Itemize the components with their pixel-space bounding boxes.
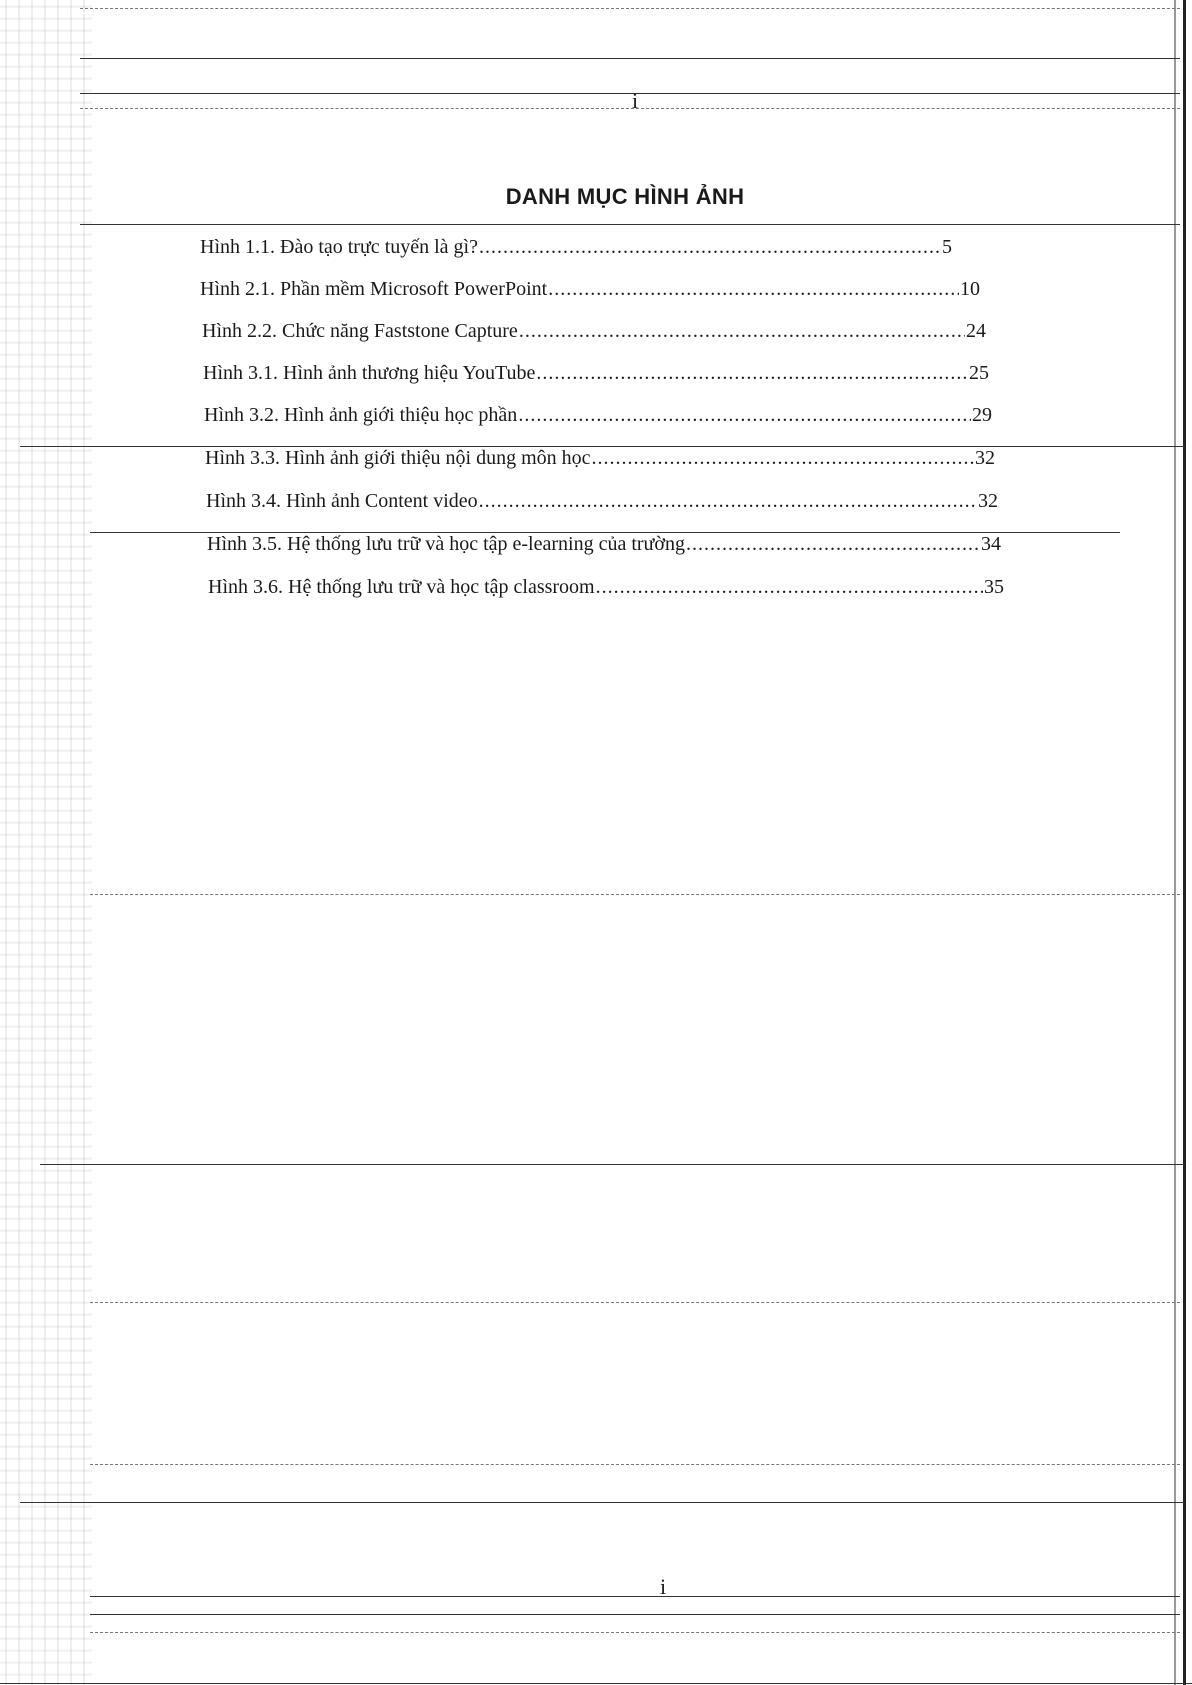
figure-label: Hình 3.3. Hình ảnh giới thiệu nội dung môn học	[205, 447, 591, 469]
figure-label: Hình 3.2. Hình ảnh giới thiệu học phần	[204, 404, 518, 426]
page-marker-bottom: i	[660, 1574, 667, 1599]
scan-line	[90, 1302, 1180, 1303]
leader-dots	[548, 278, 959, 301]
scan-line	[80, 8, 1180, 9]
scan-line	[80, 224, 1180, 225]
figure-entry[interactable]	[208, 576, 1004, 599]
figure-page: 32	[978, 490, 998, 512]
figure-entry[interactable]	[200, 236, 952, 259]
scan-edge-left	[0, 0, 92, 1685]
figure-label: Hình 2.2. Chức năng Faststone Capture	[202, 320, 518, 342]
figure-entry[interactable]	[203, 362, 989, 385]
figure-page: 25	[969, 362, 989, 384]
figure-page: 34	[981, 533, 1001, 555]
figure-label: Hình 2.1. Phần mềm Microsoft PowerPoint	[200, 278, 548, 300]
figure-entry[interactable]	[204, 404, 992, 427]
scan-line	[40, 1164, 1185, 1165]
leader-dots	[479, 236, 941, 259]
figure-page: 32	[975, 447, 995, 469]
scan-line	[90, 1614, 1180, 1615]
figure-page: 29	[972, 404, 992, 426]
scan-line	[90, 894, 1180, 895]
leader-dots	[686, 533, 980, 556]
scan-line	[80, 108, 1180, 109]
figure-label: Hình 3.4. Hình ảnh Content video	[206, 490, 478, 512]
figure-page: 24	[966, 320, 986, 342]
scan-line	[80, 93, 1180, 94]
figure-entry[interactable]	[207, 533, 1001, 556]
leader-dots	[518, 404, 971, 427]
leader-dots	[592, 447, 974, 470]
scan-line	[80, 58, 1180, 59]
figure-page: 10	[960, 278, 980, 300]
scan-line	[90, 1632, 1180, 1633]
figure-label: Hình 3.1. Hình ảnh thương hiệu YouTube	[203, 362, 536, 384]
scan-line	[90, 1464, 1180, 1465]
figure-entry[interactable]	[200, 278, 980, 301]
scan-edge-right-secondary	[1174, 0, 1176, 1685]
leader-dots	[596, 576, 983, 599]
scan-line	[90, 1596, 1180, 1597]
scan-line	[0, 1683, 1192, 1684]
figure-label: Hình 1.1. Đào tạo trực tuyến là gì?	[200, 236, 478, 258]
scan-edge-right	[1183, 0, 1186, 1685]
figure-page: 5	[942, 236, 952, 258]
leader-dots	[479, 490, 977, 513]
leader-dots	[519, 320, 965, 343]
figure-label: Hình 3.6. Hệ thống lưu trữ và học tập classroom	[208, 576, 595, 598]
scan-line	[20, 1502, 1185, 1503]
figure-entry[interactable]	[202, 320, 986, 343]
figure-page: 35	[984, 576, 1004, 598]
leader-dots	[536, 362, 968, 385]
figure-entry[interactable]	[205, 447, 995, 470]
page-title: DANH MỤC HÌNH ẢNH	[505, 184, 745, 209]
figure-entry[interactable]	[206, 490, 998, 513]
figure-label: Hình 3.5. Hệ thống lưu trữ và học tập e-learning của trường	[207, 533, 685, 555]
page-marker-top: i	[632, 88, 639, 113]
